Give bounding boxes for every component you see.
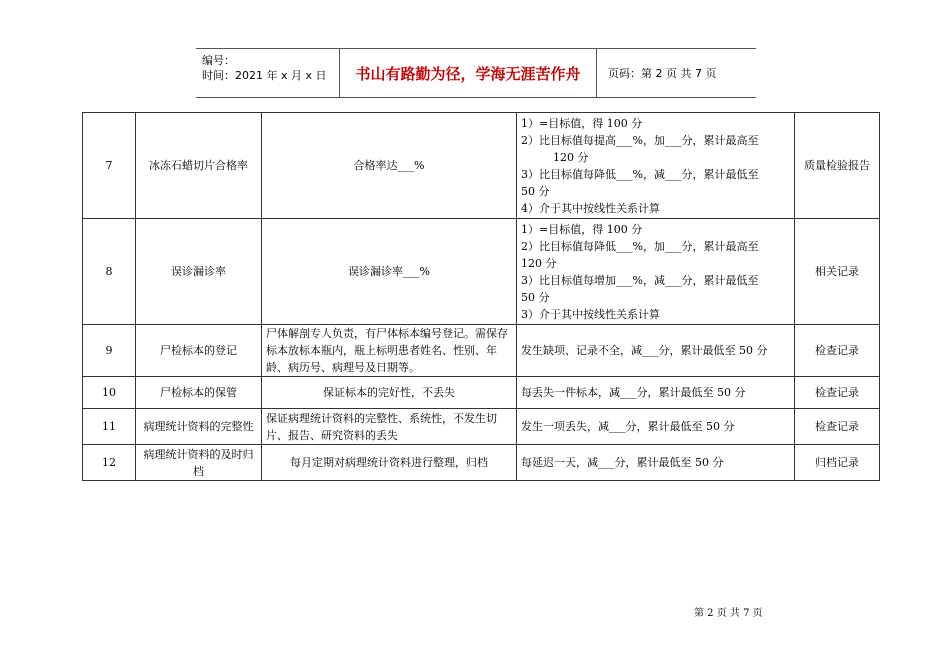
scoring-line: 120 分 [521, 256, 557, 270]
scoring-line: 120 分 [553, 150, 589, 164]
row-scoring [517, 325, 795, 377]
row-number: 9 [83, 325, 136, 377]
row-source: 质量检验报告 [795, 113, 880, 219]
row-standard: 合格率达___% [262, 113, 517, 219]
scoring-line: 每丢失一件标本，减___分，累计最低至 50 分 [521, 386, 746, 399]
scoring-line: 50 分 [521, 290, 550, 304]
row-item: 误诊漏诊率 [136, 219, 262, 325]
row-standard: 保证病理统计资料的完整性、系统性，不发生切片、报告、研究资料的丢失 [262, 409, 517, 445]
scoring-line: 发生缺项、记录不全，减___分，累计最低至 50 分 [521, 344, 768, 357]
table-row [83, 409, 880, 445]
row-item: 病理统计资料的完整性 [136, 409, 262, 445]
row-source: 相关记录 [795, 219, 880, 325]
scoring-line: 3）介于其中按线性关系计算 [521, 307, 660, 321]
header-page-info: 页码：第 2 页 共 7 页 [608, 67, 717, 80]
row-source: 归档记录 [795, 445, 880, 481]
scoring-line: 3）比目标值每降低___%，减___分，累计最低至 [521, 167, 759, 181]
scoring-line: 1）=目标值，得 100 分 [521, 222, 643, 236]
row-scoring [517, 377, 795, 409]
row-scoring [517, 409, 795, 445]
scoring-line: 2）比目标值每降低___%，加___分，累计最高至 [521, 239, 759, 253]
number-label: 编号： [202, 54, 235, 67]
row-number: 10 [83, 377, 136, 409]
header-motto: 书山有路勤为径，学海无涯苦作舟 [340, 49, 597, 97]
row-item: 病理统计资料的及时归档 [136, 445, 262, 481]
table-row [83, 377, 880, 409]
row-item: 尸检标本的登记 [136, 325, 262, 377]
row-scoring [517, 445, 795, 481]
row-standard: 尸体解剖专人负责，有尸体标本编号登记。需保存标本放标本瓶内，瓶上标明患者姓名、性别、年龄、病历号、病理号及日期等。 [262, 325, 517, 377]
table-row [83, 445, 880, 481]
row-number: 8 [83, 219, 136, 325]
time-label: 时间：2021 年 x 月 x 日 [202, 69, 327, 82]
scoring-line: 3）比目标值每增加___%，减___分，累计最低至 [521, 273, 759, 287]
row-source: 检查记录 [795, 409, 880, 445]
table-row [83, 113, 880, 219]
row-scoring [517, 113, 795, 219]
row-standard: 误诊漏诊率___% [262, 219, 517, 325]
row-number: 7 [83, 113, 136, 219]
row-source: 检查记录 [795, 377, 880, 409]
row-number: 12 [83, 445, 136, 481]
row-number: 11 [83, 409, 136, 445]
scoring-line: 每延迟一天，减___分，累计最低至 50 分 [521, 456, 724, 469]
page-header [196, 48, 756, 98]
scoring-line: 1）=目标值，得 100 分 [521, 116, 643, 130]
header-meta [196, 49, 340, 97]
scoring-line: 2）比目标值每提高___%，加___分，累计最高至 [521, 133, 759, 147]
row-standard: 每月定期对病理统计资料进行整理，归档 [262, 445, 517, 481]
row-standard: 保证标本的完好性，不丢失 [262, 377, 517, 409]
scoring-line: 4）介于其中按线性关系计算 [521, 201, 660, 215]
scoring-line: 发生一项丢失，减___分，累计最低至 50 分 [521, 420, 735, 433]
evaluation-table [82, 112, 880, 481]
row-item: 冰冻石蜡切片合格率 [136, 113, 262, 219]
table-row [83, 219, 880, 325]
table-row [83, 325, 880, 377]
row-scoring [517, 219, 795, 325]
row-source: 检查记录 [795, 325, 880, 377]
page-footer: 第 2 页 共 7 页 [694, 608, 763, 619]
scoring-line: 50 分 [521, 184, 550, 198]
row-item: 尸检标本的保管 [136, 377, 262, 409]
